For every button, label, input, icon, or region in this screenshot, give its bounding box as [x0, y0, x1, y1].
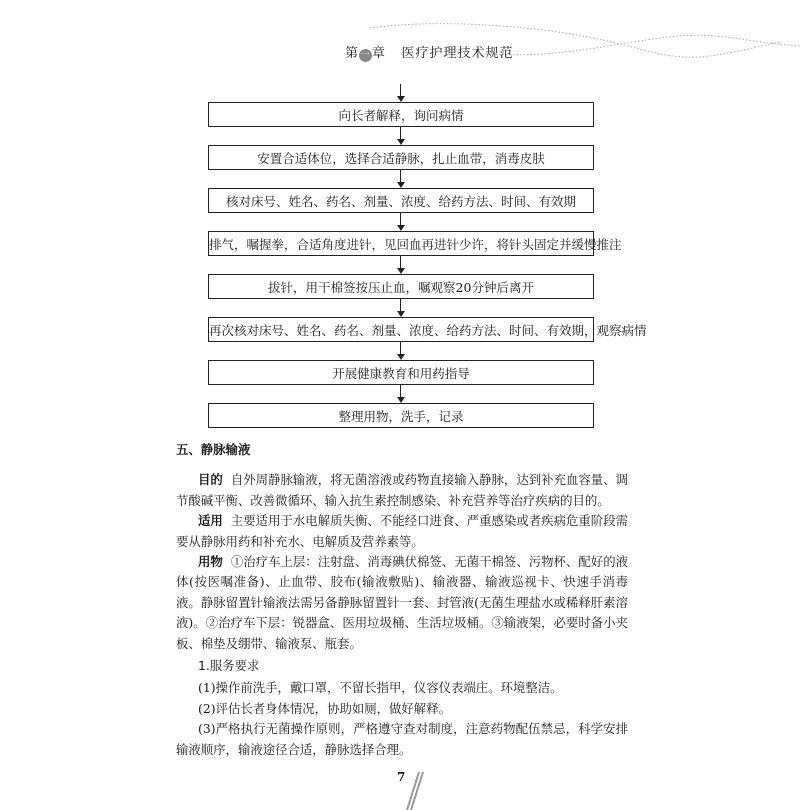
flow-arrow: [208, 385, 594, 403]
purpose-label: 目的: [198, 472, 223, 488]
flowchart: [208, 84, 647, 428]
body-text: [176, 440, 628, 810]
page-footer: [176, 770, 628, 810]
apply-label: 适用: [198, 513, 223, 529]
flow-step: 拔针，用干棉签按压止血，嘱观察20分钟后离开: [208, 274, 594, 299]
requirement-item: (1)操作前洗手，戴口罩，不留长指甲，仪容仪表端庄。环境整洁。: [198, 680, 563, 696]
flow-step: 向长者解释，询问病情: [208, 102, 594, 127]
purpose-text: 自外周静脉输液，将无菌溶液或药物直接输入静脉，达到补充血容量、调节酸碱平衡、改善微循环、输入抗生素控制感染、补充营养等治疗疾病的目的。: [176, 472, 629, 508]
flow-step: 开展健康教育和用药指导: [208, 360, 594, 385]
requirement-item: (2)评估长者身体情况，协助如厕，做好解释。: [198, 700, 451, 716]
page-number-decoration: [405, 772, 425, 810]
flow-arrow: [208, 84, 594, 102]
flow-arrow: [208, 170, 594, 188]
chapter-suffix: 章: [372, 46, 387, 61]
chapter-number-badge: 一: [360, 50, 372, 61]
flow-step: 排气，嘱握拳，合适角度进针，见回血再进针少许，将针头固定并缓慢推注: [208, 231, 594, 256]
flow-step: 安置合适体位，选择合适静脉，扎止血带，消毒皮肤: [208, 145, 594, 170]
running-header: [345, 42, 513, 62]
items-paragraph: [176, 552, 628, 654]
page-number: 7: [397, 770, 406, 785]
chapter-title: 医疗护理技术规范: [401, 46, 514, 61]
chapter-prefix: 第: [345, 46, 360, 61]
purpose-paragraph: [176, 470, 628, 511]
flow-arrow: [208, 213, 594, 231]
flow-arrow: [208, 256, 594, 274]
apply-paragraph: [176, 511, 628, 552]
flow-step: 整理用物，洗手，记录: [208, 403, 594, 428]
apply-text: 主要适用于水电解质失衡、不能经口进食、严重感染或者疾病危重阶段需要从静脉用药和补充水、电解质及营养素等。: [176, 513, 629, 549]
flow-step: 再次核对床号、姓名、药名、剂量、浓度、给药方法、时间、有效期，观察病情: [208, 317, 594, 342]
items-text: ①治疗车上层：注射盘、消毒碘伏棉签、无菌干棉签、污物杯、配好的液体(按医嘱准备)、止血带、胶布(输液敷贴)、输液器、输液巡视卡、快速手消毒液。静脉留置针输液法需另备静脉留置针一套、封管液(无菌生理盐水或稀释肝素溶液)。②治疗车下层：锐器盒、医用垃圾桶、生活垃圾桶。③输液架，必要时备小夹板、棉垫及绷带、输液泵、瓶套。: [176, 554, 629, 651]
requirement-item: (3)严格执行无菌操作原则，严格遵守查对制度，注意药物配伍禁忌，科学安排输液顺序，输液途径合适，静脉选择合理。: [176, 721, 628, 757]
section-heading: 五、静脉输液: [176, 442, 251, 457]
items-label: 用物: [198, 554, 223, 570]
flow-arrow: [208, 127, 594, 145]
flow-step: 核对床号、姓名、药名、剂量、浓度、给药方法、时间、有效期: [208, 188, 594, 213]
flow-arrow: [208, 342, 594, 360]
flow-arrow: [208, 299, 594, 317]
subsection-heading: 1.服务要求: [198, 658, 260, 674]
